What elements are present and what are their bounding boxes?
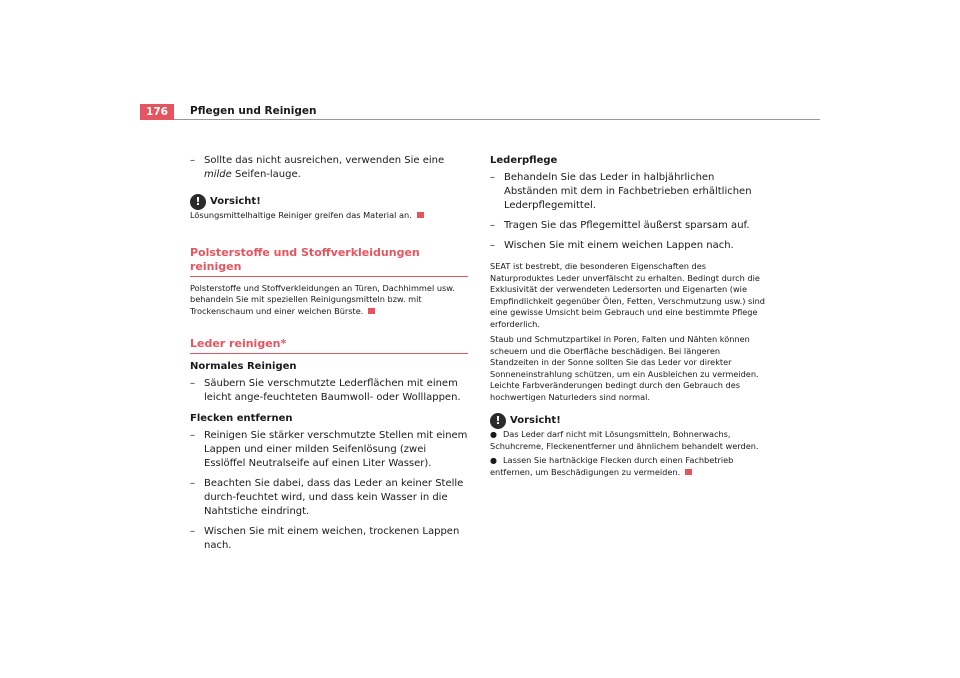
bullet-icon: ● [490,456,497,465]
right-column [490,154,768,478]
intro-text-after: Seifen-lauge. [231,169,301,180]
dash: – [190,526,195,537]
section-rule [190,276,468,277]
end-marker-icon [685,469,692,475]
page-number: 176 [140,104,174,120]
subheading-stains: Flecken entfernen [190,413,293,424]
warning-icon: ! [190,194,206,210]
page-header [140,104,820,120]
list-item: – Säubern Sie verschmutzte Lederflächen mit einem leicht ange-feuchteten Baumwoll- oder Wolllappen. [190,378,461,403]
bullet-icon: ● [490,430,497,439]
list-item: – Beachten Sie dabei, dass das Leder an keiner Stelle durch-feuchtet wird, und dass kein Wasser in die Nahtstiche eindringt. [190,478,464,517]
intro-item [190,154,468,182]
caution-title: Vorsicht! [210,196,261,207]
list-item: – Behandeln Sie das Leder in halbjährlichen Abständen mit dem in Fachbetrieben erhältlichen Lederpflegemittel. [490,172,752,211]
caution-heading [490,413,768,429]
caution-title: Vorsicht! [510,415,561,426]
end-marker-icon [417,212,424,218]
list-item: – Tragen Sie das Pflegemittel äußerst sparsam auf. [490,220,750,231]
header-rule [174,119,820,120]
left-column [190,154,468,553]
bullet-item: ● Das Leder darf nicht mit Lösungsmitteln, Bohnerwachs, Schuhcreme, Fleckenentferner und ähnlichem behandelt werden. [490,429,759,451]
dash: – [190,478,195,489]
dash: – [490,172,495,183]
paragraph: Staub und Schmutzpartikel in Poren, Falten und Nähten können scheuern und die Oberfläche beschädigen. Bei längeren Standzeiten in der Sonne sollten Sie das Leder vor direkter Sonneneinstrahlung schützen, um ein Ausbleichen zu vermeiden. Leichte Farbveränderungen bedingt durch den Gebrauch des hochwertigen Naturleders sind normal. [490,334,759,402]
subheading-normal: Normales Reinigen [190,361,297,372]
section-rule [190,353,468,354]
caution-text: Lösungsmittelhaltige Reiniger greifen das Material an. [190,210,468,222]
dash: – [490,220,495,231]
list-item: – Wischen Sie mit einem weichen Lappen nach. [490,240,734,251]
intro-text-before: Sollte das nicht ausreichen, verwenden Sie eine [204,155,445,166]
end-marker-icon [368,308,375,314]
warning-icon: ! [490,413,506,429]
caution-heading [190,194,468,210]
section-title-polster: Polsterstoffe und Stoffverkleidungen reinigen [190,245,420,273]
section-text-polster: Polsterstoffe und Stoffverkleidungen an Türen, Dachhimmel usw. behandeln Sie mit speziellen Reinigungsmitteln bzw. mit Trockenschaum und einer weichen Bürste. [190,282,455,316]
list-item: – Wischen Sie mit einem weichen, trockenen Lappen nach. [190,526,460,551]
section-title-leder: Leder reinigen* [190,337,287,350]
dash: – [190,155,195,166]
intro-emphasis: milde [204,169,232,180]
subheading-care: Lederpflege [490,155,558,166]
dash: – [190,378,195,389]
header-title: Pflegen und Reinigen [190,105,317,117]
dash: – [490,240,495,251]
bullet-item: ● Lassen Sie hartnäckige Flecken durch einen Fachbetrieb entfernen, um Beschädigungen zu vermeiden. [490,455,734,477]
paragraph: SEAT ist bestrebt, die besonderen Eigenschaften des Naturproduktes Leder unverfälscht zu erhalten. Bedingt durch die Exklusivität der verwendeten Ledersorten und Eigenarten (wie Empfindlichkeit gegenüber Ölen, Fetten, Verschmutzung usw.) sind eine gewisse Umsicht beim Gebrauch und eine bestimmte Pflege erforderlich. [490,261,765,329]
dash: – [190,430,195,441]
list-item: – Reinigen Sie stärker verschmutzte Stellen mit einem Lappen und einer milden Seifenlösung (zwei Esslöffel Neutralseife auf einen Liter Wasser). [190,430,468,469]
